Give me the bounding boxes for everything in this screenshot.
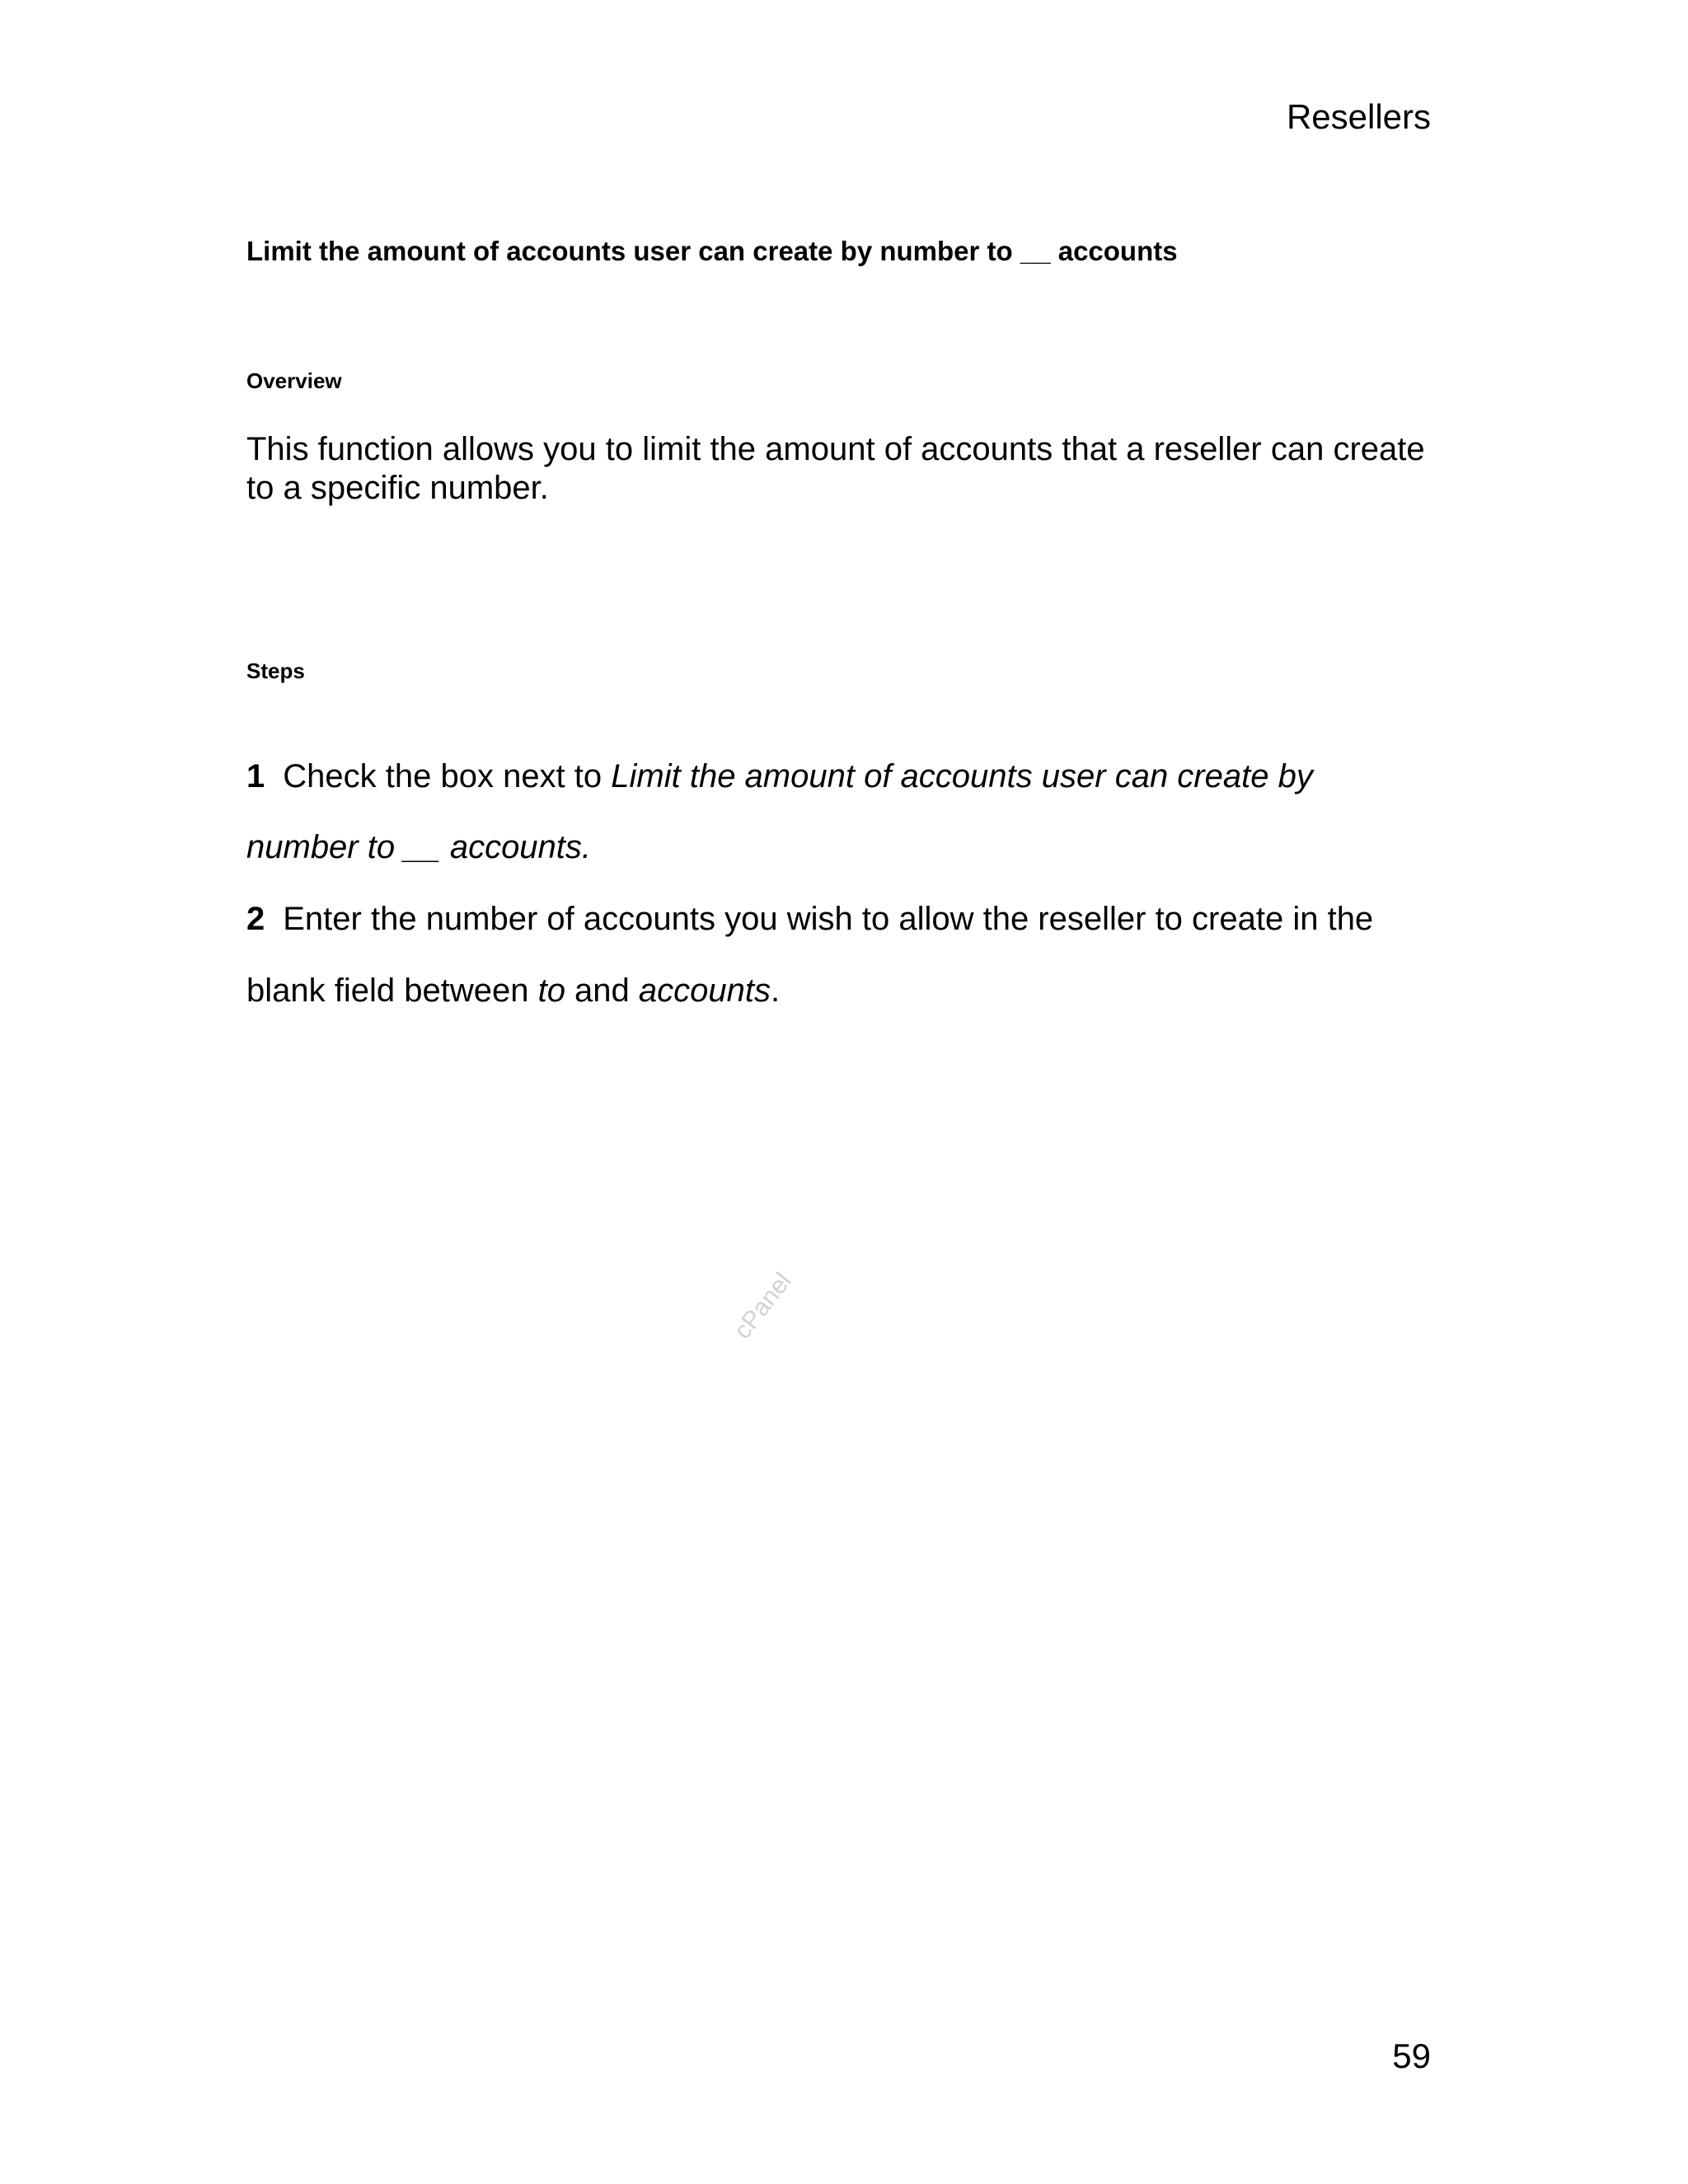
step-1-text-plain: Check the box next to: [283, 758, 612, 794]
step-2-number: 2: [246, 901, 265, 937]
page-number: 59: [1392, 2036, 1431, 2075]
watermark: cPanel: [729, 1268, 797, 1344]
section-title: Limit the amount of accounts user can create by number to __ accounts: [246, 236, 1178, 266]
steps-heading: Steps: [246, 658, 305, 683]
step-2-line-2: [246, 966, 1466, 1015]
overview-heading: Overview: [246, 368, 342, 393]
step-2-text-and: and: [565, 972, 639, 1009]
step-1-line-1: [246, 752, 1466, 801]
step-1-number: 1: [246, 758, 265, 794]
step-2-text-plain-b: blank field between: [246, 972, 538, 1009]
step-2-italic-to: to: [537, 972, 565, 1009]
step-1-line-2: [246, 823, 1466, 872]
step-1-text-italic-a: Limit the amount of accounts user can create by: [611, 758, 1313, 794]
step-2-text-plain-a: Enter the number of accounts you wish to allow the reseller to create in the: [283, 901, 1374, 937]
step-2-italic-accounts: accounts: [638, 972, 771, 1009]
overview-text: This function allows you to limit the amount of accounts that a reseller can create to a specific number.: [246, 431, 1425, 506]
step-1-text-italic-b: number to __ accounts.: [246, 829, 592, 865]
running-header: Resellers: [1286, 97, 1431, 136]
step-2-line-1: [246, 894, 1466, 944]
step-2-period: .: [771, 972, 781, 1009]
